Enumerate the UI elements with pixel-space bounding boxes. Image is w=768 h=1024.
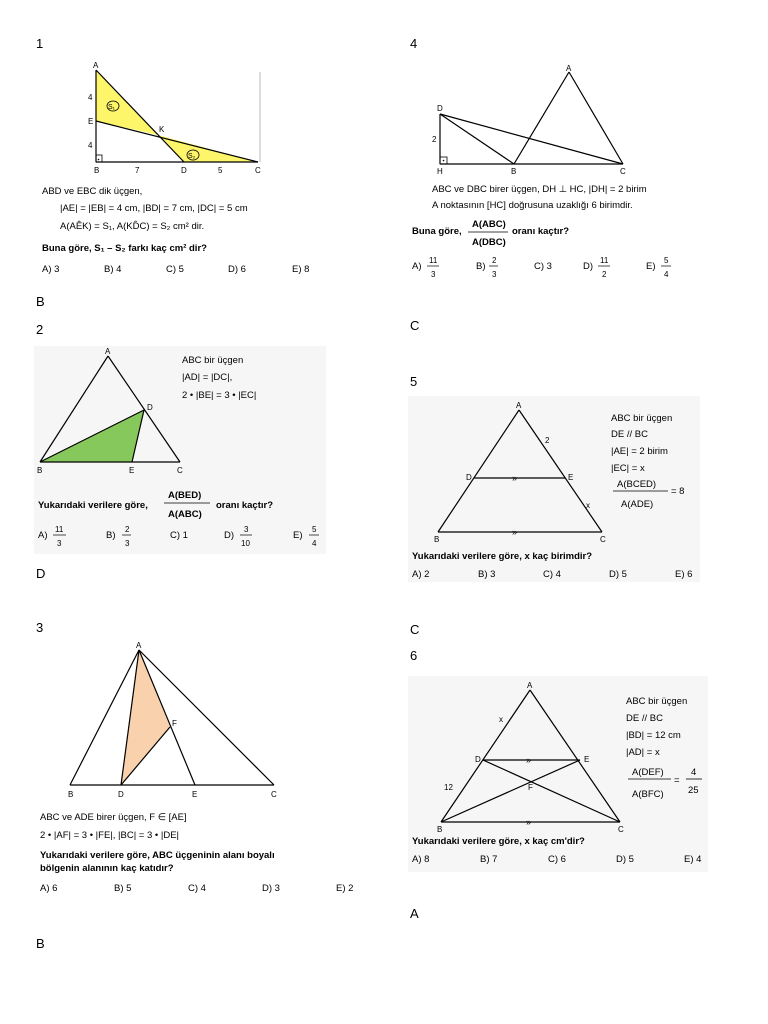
point-a-label: A: [136, 641, 142, 650]
point-e-label: E: [88, 117, 94, 126]
question-number-1: 1: [36, 36, 44, 51]
segment-bd-label: 12: [444, 783, 453, 792]
choice-a[interactable]: A) 3: [42, 264, 60, 275]
question-text-pre: Buna göre,: [412, 226, 462, 237]
answer-key-1: B: [36, 294, 45, 309]
given-line-4: |AD| = x: [626, 747, 660, 758]
segment-dh-label: 2: [432, 135, 437, 144]
point-c-label: C: [600, 535, 606, 544]
question-number-4: 4: [410, 36, 418, 51]
given-line-4: |EC| = x: [611, 463, 645, 474]
given-line-2: |AE| = |EB| = 4 cm, |BD| = 7 cm, |DC| = 5 cm: [60, 203, 248, 214]
given-line-2: 2 • |AF| = 3 • |FE|, |BC| = 3 • |DE|: [40, 830, 180, 841]
point-c-label: C: [620, 167, 626, 176]
point-h-label: H: [437, 167, 443, 176]
point-a-label: A: [527, 681, 533, 690]
choice-c[interactable]: C) 4: [543, 569, 561, 580]
choice-b[interactable]: [476, 256, 498, 279]
answer-key-6: A: [410, 906, 419, 921]
given-line-2: |AD| = |DC|,: [182, 372, 233, 383]
point-e-label: E: [192, 790, 198, 799]
point-a-label: A: [105, 347, 111, 356]
choice-d[interactable]: D) 3: [262, 883, 280, 894]
point-b-label: B: [68, 790, 74, 799]
point-a-label: A: [566, 64, 572, 73]
given-line-3: |AE| = 2 birim: [611, 446, 668, 457]
question-4-panel: [408, 62, 698, 284]
choice-d[interactable]: D) 6: [228, 264, 246, 275]
point-d-label: D: [466, 473, 472, 482]
point-b-label: B: [511, 167, 517, 176]
ratio-value: = 8: [671, 486, 685, 497]
ratio-equals: =: [674, 775, 680, 786]
question-6-panel: [408, 676, 708, 872]
question-text-pre: Yukarıdaki verilere göre,: [38, 500, 148, 511]
point-c-label: C: [177, 466, 183, 475]
svg-text:A): A): [412, 261, 422, 272]
parallel-mark-bc: »: [512, 527, 518, 537]
choice-b[interactable]: B) 5: [114, 883, 132, 894]
ratio-value-denominator: 25: [688, 785, 699, 796]
point-e-label: E: [129, 466, 135, 475]
choice-a[interactable]: [38, 525, 66, 548]
choice-a[interactable]: A) 2: [412, 569, 430, 580]
ratio-denominator: A(ADE): [621, 499, 654, 510]
svg-text:3: 3: [57, 539, 62, 548]
svg-text:11: 11: [55, 525, 64, 534]
svg-text:10: 10: [241, 539, 250, 548]
choice-b[interactable]: B) 4: [104, 264, 122, 275]
parallel-mark-de: »: [526, 755, 532, 765]
given-line-1: ABC bir üçgen: [626, 696, 688, 707]
question-text: Yukarıdaki verilere göre, x kaç birimdir?: [412, 551, 593, 562]
point-d-label: D: [437, 104, 443, 113]
svg-text:E): E): [646, 261, 656, 272]
choice-a[interactable]: [412, 256, 439, 279]
svg-text:B): B): [106, 530, 116, 541]
point-a-label: A: [516, 401, 522, 410]
given-line-1: ABC ve DBC birer üçgen, DH ⊥ HC, |DH| = 2 birim: [432, 184, 647, 195]
choice-c[interactable]: C) 5: [166, 264, 184, 275]
question-3-panel: [34, 642, 370, 896]
svg-text:D): D): [583, 261, 594, 272]
question-number-5: 5: [410, 374, 418, 389]
point-c-label: C: [255, 166, 261, 175]
choice-d[interactable]: [583, 256, 610, 279]
point-b-label: B: [434, 535, 440, 544]
given-line-2: DE // BC: [626, 713, 663, 724]
segment-ae-label: 2: [545, 436, 550, 445]
given-line-1: ABC bir üçgen: [182, 355, 244, 366]
choice-b[interactable]: B) 3: [478, 569, 496, 580]
choice-d[interactable]: D) 5: [609, 569, 627, 580]
parallel-mark-bc: »: [526, 817, 532, 827]
point-c-label: C: [618, 825, 624, 834]
ratio-value-numerator: 4: [691, 767, 697, 778]
choice-b[interactable]: [106, 525, 131, 548]
svg-text:2: 2: [492, 256, 497, 265]
answer-key-4: C: [410, 318, 420, 333]
answer-key-3: B: [36, 936, 45, 951]
question-line-1: Yukarıdaki verilere göre, ABC üçgeninin alanı boyalı: [40, 850, 275, 861]
choice-c[interactable]: C) 1: [170, 530, 188, 541]
segment-ec-label: x: [586, 501, 590, 510]
svg-text:A): A): [38, 530, 48, 541]
svg-text:3: 3: [125, 539, 130, 548]
question-5-figure: [408, 396, 700, 582]
point-d-label: D: [118, 790, 124, 799]
given-line-3: |BD| = 12 cm: [626, 730, 681, 741]
answer-key-2: D: [36, 566, 46, 581]
parallel-mark-de: »: [512, 473, 518, 483]
question-text: Buna göre, S₁ – S₂ farkı kaç cm² dir?: [42, 243, 207, 254]
svg-text:5: 5: [664, 256, 669, 265]
region-s2-label: S₂: [188, 153, 196, 160]
given-line-2: A noktasının [HC] doğrusuna uzaklığı 6 birimdir.: [432, 200, 633, 211]
segment-ad-label: x: [499, 715, 503, 724]
point-f-label: F: [172, 719, 177, 728]
question-number-6: 6: [410, 648, 418, 663]
question-line-2: bölgenin alanının kaç katıdır?: [40, 863, 174, 874]
svg-text:11: 11: [429, 256, 438, 265]
point-d-label: D: [181, 166, 187, 175]
segment-ae-label: 4: [88, 93, 93, 102]
svg-text:4: 4: [312, 539, 317, 548]
question-2-figure: [34, 346, 326, 554]
point-k-label: K: [159, 125, 165, 134]
ratio-denominator: A(DBC): [472, 237, 506, 248]
svg-text:E): E): [293, 530, 303, 541]
question-text: Yukarıdaki verilere göre, x kaç cm'dir?: [412, 836, 585, 847]
segment-eb-label: 4: [88, 141, 93, 150]
choice-d[interactable]: D) 5: [616, 854, 634, 865]
question-4-figure: [408, 62, 698, 284]
given-line-3: A(AÊK) = S₁, A(KD̂C) = S₂ cm² dir.: [60, 221, 205, 232]
question-2-panel: [34, 346, 326, 554]
choice-b[interactable]: B) 7: [480, 854, 498, 865]
svg-text:2: 2: [125, 525, 130, 534]
point-c-label: C: [271, 790, 277, 799]
point-b-label: B: [437, 825, 443, 834]
svg-text:11: 11: [600, 256, 609, 265]
ratio-numerator: A(BCED): [617, 479, 657, 490]
given-line-1: ABC ve ADE birer üçgen, F ∈ [AE]: [40, 812, 187, 823]
choice-c[interactable]: C) 3: [534, 261, 552, 272]
given-line-1: ABC bir üçgen: [611, 413, 673, 424]
point-b-label: B: [37, 466, 43, 475]
svg-text:3: 3: [431, 270, 436, 279]
svg-text:B): B): [476, 261, 486, 272]
svg-text:3: 3: [244, 525, 249, 534]
svg-text:4: 4: [664, 270, 669, 279]
choice-e[interactable]: E) 8: [292, 264, 310, 275]
svg-text:2: 2: [602, 270, 607, 279]
point-a-label: A: [93, 61, 99, 70]
segment-bd-label: 7: [135, 166, 140, 175]
point-e-label: E: [584, 755, 590, 764]
choice-e[interactable]: E) 4: [684, 854, 702, 865]
question-1-panel: [38, 62, 338, 282]
ratio-numerator: A(ABC): [472, 219, 506, 230]
choice-c[interactable]: C) 4: [188, 883, 206, 894]
question-number-2: 2: [36, 322, 44, 337]
question-1-figure: [38, 62, 338, 282]
ratio-numerator: A(DEF): [632, 767, 664, 778]
choice-e[interactable]: [293, 525, 319, 548]
segment-dc-label: 5: [218, 166, 223, 175]
answer-key-5: C: [410, 622, 420, 637]
ratio-denominator: A(ABC): [168, 509, 202, 520]
svg-text:5: 5: [312, 525, 317, 534]
given-line-2: DE // BC: [611, 429, 648, 440]
choice-e[interactable]: E) 6: [675, 569, 693, 580]
choice-d[interactable]: [224, 525, 252, 548]
given-line-1: ABD ve EBC dik üçgen,: [42, 186, 143, 197]
question-6-figure: [408, 676, 708, 872]
choice-a[interactable]: A) 8: [412, 854, 430, 865]
choice-c[interactable]: C) 6: [548, 854, 566, 865]
point-e-label: E: [568, 473, 574, 482]
point-b-label: B: [94, 166, 100, 175]
svg-text:D): D): [224, 530, 235, 541]
choice-e[interactable]: E) 2: [336, 883, 354, 894]
question-text-post: oranı kaçtır?: [216, 500, 274, 511]
svg-text:3: 3: [492, 270, 497, 279]
choice-a[interactable]: A) 6: [40, 883, 58, 894]
point-d-label: D: [147, 403, 153, 412]
question-text-post: oranı kaçtır?: [512, 226, 570, 237]
choice-e[interactable]: [646, 256, 671, 279]
question-3-figure: [34, 642, 370, 896]
ratio-numerator: A(BED): [168, 490, 202, 501]
ratio-denominator: A(BFC): [632, 789, 664, 800]
question-number-3: 3: [36, 620, 44, 635]
point-f-label: F: [528, 783, 533, 792]
point-d-label: D: [475, 755, 481, 764]
region-s1-label: S₁: [108, 104, 116, 111]
question-5-panel: [408, 396, 700, 582]
given-line-3: 2 • |BE| = 3 • |EC|: [182, 390, 257, 401]
